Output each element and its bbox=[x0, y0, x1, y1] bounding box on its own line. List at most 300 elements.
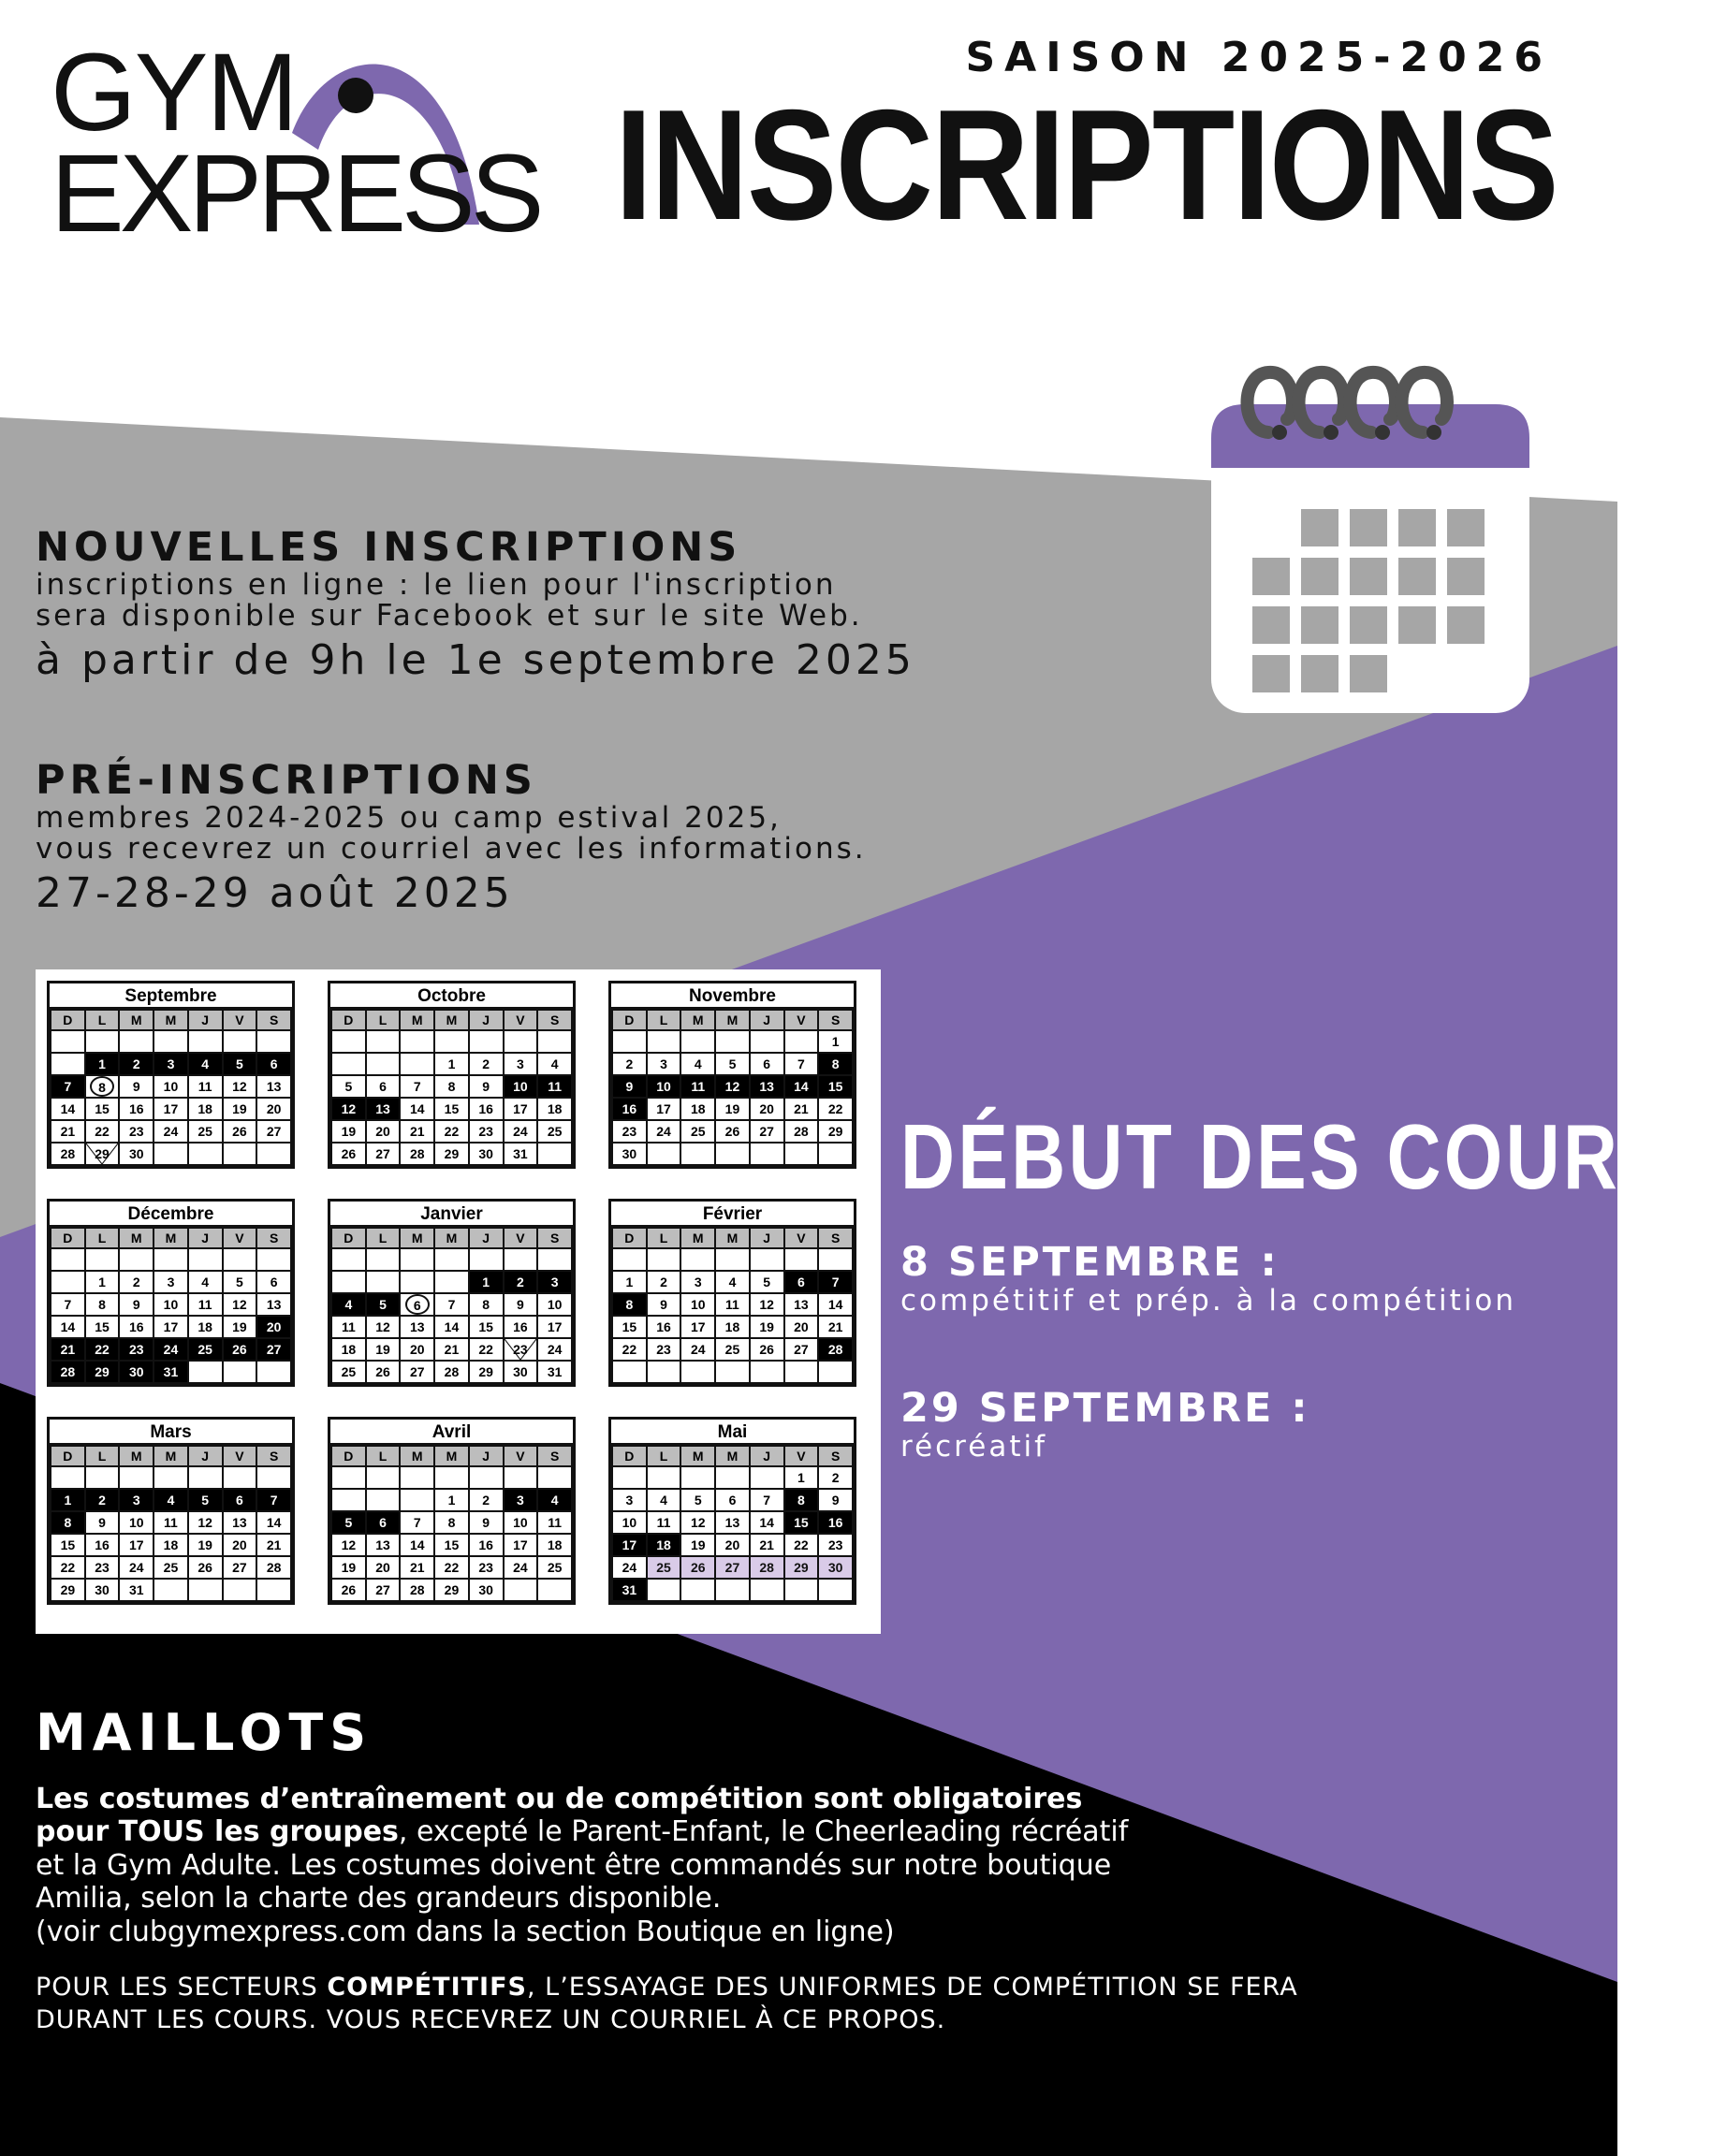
debut-item-date: 29 SEPTEMBRE : bbox=[900, 1385, 1310, 1432]
calendar-day: 15 bbox=[612, 1316, 647, 1338]
calendar-day: 9 bbox=[469, 1511, 504, 1534]
debut-item bbox=[900, 1241, 1516, 1317]
calendar-day: 28 bbox=[400, 1143, 434, 1165]
calendar-day: 23 bbox=[469, 1556, 504, 1579]
calendar-day: 2 bbox=[469, 1489, 504, 1511]
calendar-day bbox=[400, 1030, 434, 1053]
calendar-day: 4 bbox=[154, 1489, 188, 1511]
calendar-day: 31 bbox=[119, 1579, 154, 1601]
calendar-day bbox=[537, 1248, 572, 1271]
calendar-day bbox=[256, 1248, 291, 1271]
calendar-day bbox=[750, 1579, 784, 1601]
calendar-day: 8 bbox=[434, 1511, 469, 1534]
calendar-day bbox=[647, 1030, 681, 1053]
calendar-day: 24 bbox=[612, 1556, 647, 1579]
calendar-day: 13 bbox=[750, 1075, 784, 1098]
calendar-day bbox=[434, 1248, 469, 1271]
calendar-day: 27 bbox=[366, 1143, 401, 1165]
calendar-weekday: L bbox=[366, 1446, 401, 1466]
calendar-day: 15 bbox=[434, 1534, 469, 1556]
calendar-day: 10 bbox=[154, 1075, 188, 1098]
calendar-day: 17 bbox=[154, 1098, 188, 1120]
calendar-day: 1 bbox=[818, 1030, 853, 1053]
calendar-day: 6 bbox=[715, 1489, 750, 1511]
calendar-day: 31 bbox=[537, 1361, 572, 1383]
calendar-day bbox=[223, 1466, 257, 1489]
calendar-day bbox=[366, 1466, 401, 1489]
calendar-day: 3 bbox=[612, 1489, 647, 1511]
calendar-day: 19 bbox=[680, 1534, 715, 1556]
calendar-day: 30 bbox=[85, 1579, 120, 1601]
debut-item bbox=[900, 1387, 1310, 1463]
calendar-day: 10 bbox=[680, 1293, 715, 1316]
calendar-day: 30 bbox=[612, 1143, 647, 1165]
calendar-day: 7 bbox=[818, 1271, 853, 1293]
calendar-day: 7 bbox=[400, 1075, 434, 1098]
calendar-day: 4 bbox=[647, 1489, 681, 1511]
calendar-day: 25 bbox=[331, 1361, 366, 1383]
calendar-month-table bbox=[50, 1445, 292, 1602]
calendar-day bbox=[188, 1030, 223, 1053]
calendar-day: 25 bbox=[680, 1120, 715, 1143]
calendar-day: 16 bbox=[504, 1316, 538, 1338]
calendar-day bbox=[154, 1030, 188, 1053]
calendar-day: 11 bbox=[154, 1511, 188, 1534]
calendar-day: 4 bbox=[331, 1293, 366, 1316]
calendar-month bbox=[608, 1199, 856, 1387]
calendar-day bbox=[366, 1489, 401, 1511]
maillots-note-bold: COMPÉTITIFS bbox=[327, 1972, 527, 2002]
calendar-day: 25 bbox=[188, 1338, 223, 1361]
logo-text-express: EXPRESS bbox=[51, 132, 540, 255]
calendar-weekday: S bbox=[818, 1228, 853, 1248]
calendar-weekday: J bbox=[750, 1228, 784, 1248]
calendar-day bbox=[154, 1248, 188, 1271]
calendar-day bbox=[612, 1248, 647, 1271]
calendar-day: 8 bbox=[818, 1053, 853, 1075]
calendar-day bbox=[537, 1579, 572, 1601]
calendar-month-name: Octobre bbox=[330, 983, 573, 1009]
calendar-day bbox=[154, 1579, 188, 1601]
calendar-day: 27 bbox=[400, 1361, 434, 1383]
calendar-month bbox=[47, 981, 295, 1169]
calendar-day: 21 bbox=[750, 1534, 784, 1556]
calendar-day: 4 bbox=[715, 1271, 750, 1293]
calendar-day: 21 bbox=[256, 1534, 291, 1556]
calendar-day: 7 bbox=[51, 1075, 85, 1098]
calendar-day: 15 bbox=[85, 1316, 120, 1338]
calendar-weekday: M bbox=[400, 1228, 434, 1248]
calendar-month-name: Mai bbox=[611, 1420, 854, 1445]
calendar-day: 18 bbox=[331, 1338, 366, 1361]
calendar-day: 28 bbox=[434, 1361, 469, 1383]
nouvelles-inscriptions-date: à partir de 9h le 1e septembre 2025 bbox=[36, 636, 915, 685]
calendar-day bbox=[188, 1466, 223, 1489]
calendar-day: 20 bbox=[366, 1120, 401, 1143]
calendar-day: 18 bbox=[188, 1098, 223, 1120]
calendar-day bbox=[612, 1030, 647, 1053]
calendar-weekday: V bbox=[504, 1228, 538, 1248]
calendar-day bbox=[750, 1143, 784, 1165]
calendar-day: 17 bbox=[154, 1316, 188, 1338]
calendar-day: 1 bbox=[612, 1271, 647, 1293]
calendar-day bbox=[256, 1030, 291, 1053]
calendar-weekday: D bbox=[612, 1446, 647, 1466]
calendar-day bbox=[256, 1143, 291, 1165]
calendar-day bbox=[818, 1248, 853, 1271]
calendar-day bbox=[51, 1271, 85, 1293]
calendar-day: 29 bbox=[434, 1143, 469, 1165]
calendar-day: 9 bbox=[85, 1511, 120, 1534]
maillots-section bbox=[36, 1703, 1393, 2036]
calendar-day: 21 bbox=[400, 1556, 434, 1579]
calendar-day: 8 bbox=[434, 1075, 469, 1098]
calendar-day: 31 bbox=[612, 1579, 647, 1601]
calendar-weekday: M bbox=[715, 1446, 750, 1466]
calendar-weekday: S bbox=[537, 1446, 572, 1466]
calendar-day bbox=[647, 1361, 681, 1383]
calendar-day bbox=[647, 1143, 681, 1165]
calendar-day: 6 bbox=[256, 1271, 291, 1293]
calendar-day: 2 bbox=[504, 1271, 538, 1293]
calendar-day bbox=[256, 1579, 291, 1601]
calendar-day bbox=[715, 1579, 750, 1601]
calendar-day bbox=[85, 1466, 120, 1489]
calendar-day: 23 bbox=[612, 1120, 647, 1143]
calendar-day bbox=[256, 1361, 291, 1383]
calendar-day: 3 bbox=[154, 1271, 188, 1293]
calendar-day: 20 bbox=[784, 1316, 819, 1338]
calendar-day: 26 bbox=[366, 1361, 401, 1383]
calendar-day: 17 bbox=[537, 1316, 572, 1338]
pre-inscriptions-line2: vous recevrez un courriel avec les informations. bbox=[36, 831, 867, 866]
calendar-weekday: M bbox=[119, 1446, 154, 1466]
calendar-day bbox=[680, 1361, 715, 1383]
calendar-day bbox=[223, 1579, 257, 1601]
calendar-day bbox=[188, 1361, 223, 1383]
calendar-day: 13 bbox=[256, 1075, 291, 1098]
calendar-day: 18 bbox=[154, 1534, 188, 1556]
calendar-weekday: J bbox=[469, 1446, 504, 1466]
calendar-day: 23 bbox=[504, 1338, 538, 1361]
calendar-weekday: M bbox=[400, 1010, 434, 1030]
calendar-weekday: L bbox=[85, 1010, 120, 1030]
calendar-day: 30 bbox=[469, 1579, 504, 1601]
calendar-day: 11 bbox=[537, 1075, 572, 1098]
calendar-day: 9 bbox=[119, 1075, 154, 1098]
pre-inscriptions-heading: PRÉ-INSCRIPTIONS bbox=[36, 757, 537, 804]
calendar-weekday: M bbox=[154, 1228, 188, 1248]
calendar-day bbox=[51, 1248, 85, 1271]
maillots-competitive-note bbox=[36, 1971, 1393, 2036]
calendar-day: 19 bbox=[366, 1338, 401, 1361]
calendar-month-name: Avril bbox=[330, 1420, 573, 1445]
calendar-day: 16 bbox=[612, 1098, 647, 1120]
calendar-month-name: Décembre bbox=[50, 1202, 292, 1227]
calendar-day: 11 bbox=[647, 1511, 681, 1534]
calendar-day: 2 bbox=[119, 1271, 154, 1293]
calendar-weekday: J bbox=[750, 1010, 784, 1030]
calendar-day: 27 bbox=[256, 1338, 291, 1361]
calendar-day: 11 bbox=[715, 1293, 750, 1316]
calendar-day: 11 bbox=[188, 1075, 223, 1098]
calendar-day: 20 bbox=[223, 1534, 257, 1556]
calendar-day: 15 bbox=[51, 1534, 85, 1556]
calendar-day: 23 bbox=[85, 1556, 120, 1579]
calendar-weekday: M bbox=[715, 1228, 750, 1248]
calendar-day bbox=[85, 1075, 120, 1098]
calendar-weekday: L bbox=[647, 1446, 681, 1466]
calendar-day bbox=[85, 1030, 120, 1053]
calendar-day: 15 bbox=[469, 1316, 504, 1338]
calendar-day bbox=[750, 1248, 784, 1271]
calendar-day: 14 bbox=[750, 1511, 784, 1534]
calendar-weekday: J bbox=[188, 1228, 223, 1248]
calendar-day: 28 bbox=[51, 1143, 85, 1165]
calendar-day: 13 bbox=[223, 1511, 257, 1534]
calendar-day: 12 bbox=[366, 1316, 401, 1338]
calendar-day: 22 bbox=[469, 1338, 504, 1361]
calendar-day: 17 bbox=[612, 1534, 647, 1556]
calendar-day: 15 bbox=[85, 1098, 120, 1120]
calendar-day bbox=[434, 1466, 469, 1489]
calendar-day: 30 bbox=[119, 1143, 154, 1165]
calendar-weekday: S bbox=[537, 1228, 572, 1248]
calendar-day: 8 bbox=[469, 1293, 504, 1316]
calendar-day: 14 bbox=[784, 1075, 819, 1098]
calendar-weekday: M bbox=[434, 1228, 469, 1248]
calendar-day bbox=[331, 1248, 366, 1271]
calendar-weekday: L bbox=[366, 1228, 401, 1248]
calendar-day: 22 bbox=[434, 1120, 469, 1143]
calendar-day: 17 bbox=[680, 1316, 715, 1338]
calendar-day: 4 bbox=[537, 1489, 572, 1511]
calendar-day: 24 bbox=[504, 1556, 538, 1579]
calendar-day: 26 bbox=[223, 1338, 257, 1361]
calendar-day: 8 bbox=[784, 1489, 819, 1511]
calendar-day: 12 bbox=[715, 1075, 750, 1098]
calendar-day: 20 bbox=[750, 1098, 784, 1120]
calendar-day: 26 bbox=[223, 1120, 257, 1143]
calendar-day: 3 bbox=[647, 1053, 681, 1075]
calendar-day bbox=[223, 1248, 257, 1271]
calendar-day: 3 bbox=[119, 1489, 154, 1511]
nouvelles-inscriptions-heading: NOUVELLES INSCRIPTIONS bbox=[36, 524, 742, 571]
calendar-day: 12 bbox=[223, 1075, 257, 1098]
calendar-day: 9 bbox=[504, 1293, 538, 1316]
calendar-day bbox=[750, 1361, 784, 1383]
calendar-day: 14 bbox=[51, 1316, 85, 1338]
calendar-day: 12 bbox=[750, 1293, 784, 1316]
calendar-day bbox=[647, 1579, 681, 1601]
calendar-day bbox=[750, 1030, 784, 1053]
calendar-day: 1 bbox=[434, 1489, 469, 1511]
calendar-day: 7 bbox=[256, 1489, 291, 1511]
calendar-weekday: S bbox=[256, 1010, 291, 1030]
calendar-day: 16 bbox=[85, 1534, 120, 1556]
calendar-day: 29 bbox=[85, 1143, 120, 1165]
calendar-day bbox=[647, 1466, 681, 1489]
calendar-weekday: J bbox=[469, 1010, 504, 1030]
calendar-day: 1 bbox=[85, 1053, 120, 1075]
calendar-weekday: M bbox=[680, 1228, 715, 1248]
calendar-day bbox=[331, 1271, 366, 1293]
maillots-note-prefix: POUR LES SECTEURS bbox=[36, 1972, 328, 2002]
calendar-month-table bbox=[330, 1009, 573, 1166]
pre-inscriptions-date: 27-28-29 août 2025 bbox=[36, 869, 514, 918]
calendar-day: 10 bbox=[154, 1293, 188, 1316]
calendar-weekday: D bbox=[51, 1010, 85, 1030]
calendar-day: 9 bbox=[119, 1293, 154, 1316]
calendar-weekday: M bbox=[400, 1446, 434, 1466]
calendar-day: 7 bbox=[51, 1293, 85, 1316]
calendar-day: 5 bbox=[715, 1053, 750, 1075]
calendar-weekday: V bbox=[223, 1228, 257, 1248]
calendar-day: 19 bbox=[223, 1316, 257, 1338]
calendar-weekday: S bbox=[537, 1010, 572, 1030]
calendar-day bbox=[400, 1489, 434, 1511]
calendar-day bbox=[400, 1248, 434, 1271]
calendar-day bbox=[680, 1579, 715, 1601]
pre-inscriptions-line1: membres 2024-2025 ou camp estival 2025, bbox=[36, 801, 782, 836]
calendar-weekday: D bbox=[331, 1446, 366, 1466]
calendar-day: 24 bbox=[154, 1120, 188, 1143]
calendar-day: 28 bbox=[400, 1579, 434, 1601]
calendar-day: 9 bbox=[647, 1293, 681, 1316]
calendar-day: 18 bbox=[647, 1534, 681, 1556]
calendar-month-name: Mars bbox=[50, 1420, 292, 1445]
calendar-day: 19 bbox=[331, 1556, 366, 1579]
calendar-weekday: J bbox=[469, 1228, 504, 1248]
calendar-day: 11 bbox=[537, 1511, 572, 1534]
calendar-day bbox=[537, 1466, 572, 1489]
calendar-day: 21 bbox=[784, 1098, 819, 1120]
calendar-day: 14 bbox=[400, 1534, 434, 1556]
calendar-day: 13 bbox=[784, 1293, 819, 1316]
calendar-day: 2 bbox=[818, 1466, 853, 1489]
calendar-month-table bbox=[50, 1227, 292, 1384]
calendar-day: 21 bbox=[51, 1338, 85, 1361]
season-label: SAISON 2025-2026 bbox=[965, 34, 1552, 81]
calendar-day: 5 bbox=[680, 1489, 715, 1511]
calendar-day: 5 bbox=[331, 1075, 366, 1098]
calendar-day bbox=[331, 1466, 366, 1489]
calendar-day: 14 bbox=[434, 1316, 469, 1338]
calendar-day bbox=[188, 1579, 223, 1601]
calendar-day bbox=[537, 1030, 572, 1053]
calendar-day bbox=[51, 1030, 85, 1053]
calendar-day: 25 bbox=[154, 1556, 188, 1579]
calendar-day: 19 bbox=[188, 1534, 223, 1556]
calendar-day: 9 bbox=[818, 1489, 853, 1511]
calendar-weekday: M bbox=[434, 1446, 469, 1466]
calendar-day bbox=[680, 1466, 715, 1489]
calendar-day bbox=[85, 1248, 120, 1271]
calendar-weekday: V bbox=[223, 1446, 257, 1466]
calendar-day bbox=[366, 1030, 401, 1053]
calendar-day: 27 bbox=[223, 1556, 257, 1579]
calendar-day: 26 bbox=[188, 1556, 223, 1579]
calendar-day: 7 bbox=[400, 1511, 434, 1534]
calendar-day: 24 bbox=[647, 1120, 681, 1143]
calendar-day: 4 bbox=[680, 1053, 715, 1075]
calendar-day: 26 bbox=[331, 1579, 366, 1601]
maillots-note-suffix: , L’ESSAYAGE DES UNIFORMES DE COMPÉTITION SE FERA DURANT LES COURS. VOUS RECEVREZ UN COURRIEL À CE PROPOS. bbox=[36, 1972, 1298, 2035]
calendar-day: 3 bbox=[504, 1489, 538, 1511]
calendar-day: 28 bbox=[750, 1556, 784, 1579]
calendar-month-table bbox=[611, 1009, 854, 1166]
calendar-day bbox=[818, 1361, 853, 1383]
calendar-day: 22 bbox=[434, 1556, 469, 1579]
calendar-day: 13 bbox=[366, 1534, 401, 1556]
calendar-day: 10 bbox=[119, 1511, 154, 1534]
calendar-day: 22 bbox=[85, 1338, 120, 1361]
calendar-day: 7 bbox=[784, 1053, 819, 1075]
calendar-month-name: Novembre bbox=[611, 983, 854, 1009]
calendar-day: 20 bbox=[256, 1098, 291, 1120]
calendar-day: 15 bbox=[818, 1075, 853, 1098]
calendar-day: 16 bbox=[469, 1534, 504, 1556]
calendar-day: 5 bbox=[223, 1271, 257, 1293]
logo-text-gym: GYM bbox=[51, 31, 297, 154]
calendar-day: 12 bbox=[331, 1098, 366, 1120]
calendar-day bbox=[51, 1466, 85, 1489]
calendar-day: 20 bbox=[715, 1534, 750, 1556]
calendar-day bbox=[331, 1030, 366, 1053]
calendar-day: 26 bbox=[331, 1143, 366, 1165]
calendar-day bbox=[400, 1053, 434, 1075]
calendar-weekday: S bbox=[818, 1446, 853, 1466]
calendar-weekday: V bbox=[784, 1010, 819, 1030]
calendar-day: 8 bbox=[85, 1293, 120, 1316]
calendar-day: 14 bbox=[400, 1098, 434, 1120]
calendar-day: 6 bbox=[784, 1271, 819, 1293]
calendar-weekday: L bbox=[85, 1446, 120, 1466]
calendar-day: 9 bbox=[469, 1075, 504, 1098]
calendar-day: 12 bbox=[680, 1511, 715, 1534]
calendar-day: 13 bbox=[366, 1098, 401, 1120]
calendar-day: 29 bbox=[85, 1361, 120, 1383]
calendar-day: 4 bbox=[188, 1053, 223, 1075]
calendar-day: 27 bbox=[256, 1120, 291, 1143]
calendar-day: 23 bbox=[119, 1338, 154, 1361]
calendar-day: 21 bbox=[434, 1338, 469, 1361]
calendar-day: 30 bbox=[469, 1143, 504, 1165]
calendar-day: 22 bbox=[612, 1338, 647, 1361]
calendar-day bbox=[51, 1053, 85, 1075]
calendar-day: 24 bbox=[154, 1338, 188, 1361]
calendar-day: 29 bbox=[51, 1579, 85, 1601]
calendar-day: 11 bbox=[188, 1293, 223, 1316]
calendar-day: 23 bbox=[818, 1534, 853, 1556]
calendar-day bbox=[331, 1489, 366, 1511]
calendar-weekday: V bbox=[504, 1010, 538, 1030]
calendar-day bbox=[469, 1466, 504, 1489]
calendar-day: 29 bbox=[784, 1556, 819, 1579]
calendar-day: 16 bbox=[469, 1098, 504, 1120]
nouvelles-inscriptions-section bbox=[36, 526, 915, 686]
calendar-weekday: L bbox=[85, 1228, 120, 1248]
calendar-day: 10 bbox=[537, 1293, 572, 1316]
calendar-day: 5 bbox=[188, 1489, 223, 1511]
calendar-day: 19 bbox=[750, 1316, 784, 1338]
calendar-day: 12 bbox=[188, 1511, 223, 1534]
calendar-day: 26 bbox=[715, 1120, 750, 1143]
calendar-day: 28 bbox=[256, 1556, 291, 1579]
calendar-month-name: Septembre bbox=[50, 983, 292, 1009]
calendar-month bbox=[328, 981, 576, 1169]
calendar-day: 20 bbox=[256, 1316, 291, 1338]
